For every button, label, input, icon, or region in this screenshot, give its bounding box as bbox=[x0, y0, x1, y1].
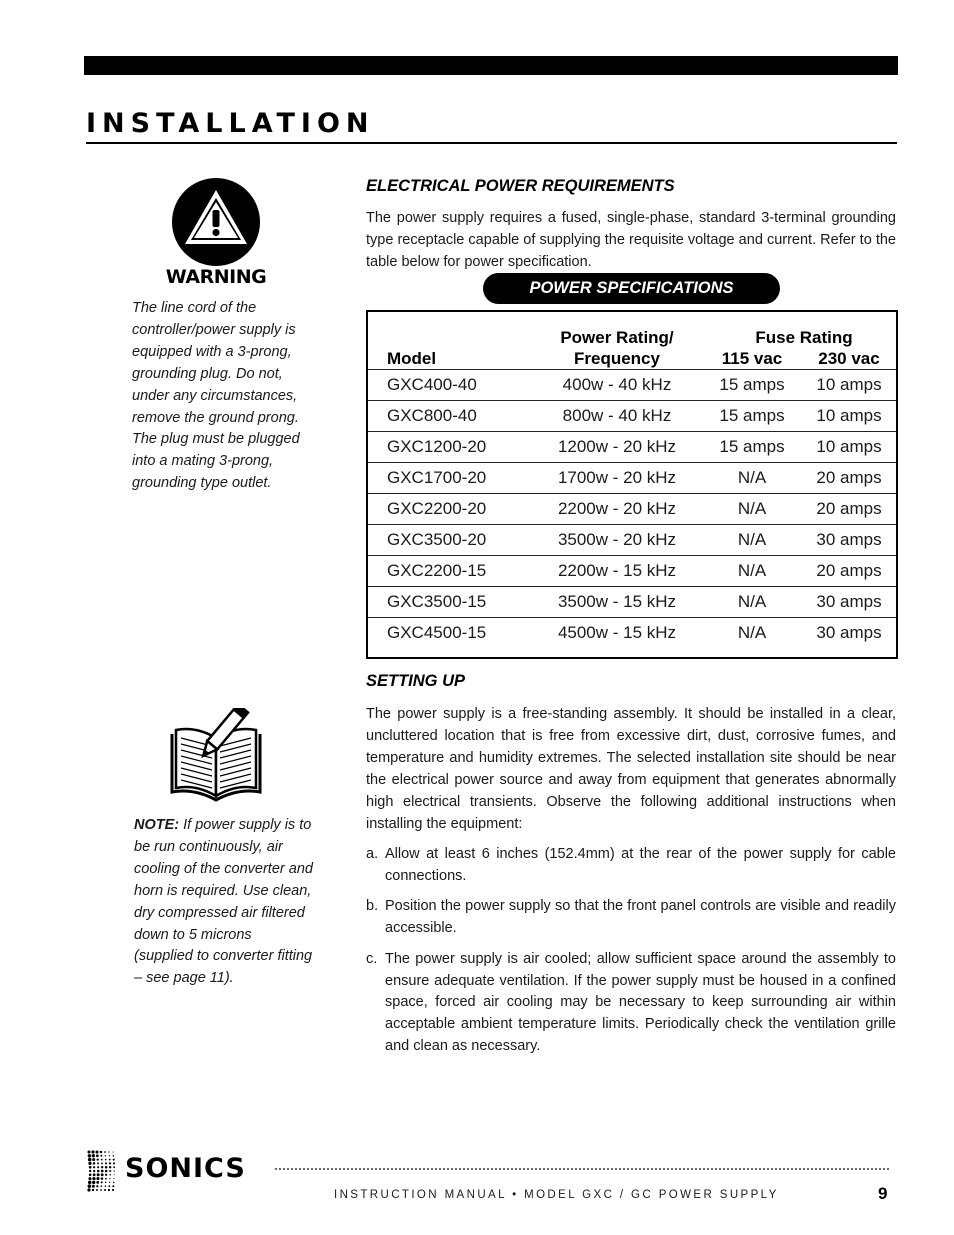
setup-step-label: a. bbox=[366, 846, 379, 862]
table-end-spacer bbox=[368, 648, 896, 652]
electrical-paragraph: The power supply requires a fused, single-phase, standard 3-terminal grounding type receptacle capable of supplying the requisite voltage and current. Refer to the table below for power specification. bbox=[366, 210, 896, 270]
cell-fuse-230: 20 amps bbox=[802, 556, 896, 587]
cell-fuse-115: N/A bbox=[702, 525, 802, 556]
setup-steps bbox=[366, 844, 896, 1066]
note-text: If power supply is to be run continuously, air cooling of the converter and horn is required. Use clean, dry compressed air filtered down to 5 microns (supplied to converter fitting – see page 11). bbox=[134, 817, 313, 987]
setup-heading: SETTING UP bbox=[366, 672, 466, 690]
sonics-logo-text: SONICS bbox=[125, 1153, 246, 1184]
cell-model: GXC1700-20 bbox=[368, 463, 532, 494]
page-title: INSTALLATION bbox=[86, 108, 375, 139]
spec-table bbox=[368, 312, 896, 652]
cell-model: GXC4500-15 bbox=[368, 618, 532, 649]
page-number: 9 bbox=[878, 1184, 888, 1203]
cell-fuse-230: 10 amps bbox=[802, 370, 896, 401]
cell-fuse-230: 30 amps bbox=[802, 587, 896, 618]
cell-power-rating: 800w - 40 kHz bbox=[532, 401, 702, 432]
warning-note: The line cord of the controller/power supply is equipped with a 3-prong, grounding plug. Do not, under any circumstances, remove the ground prong. The plug must be plugged into a mating 3-prong, grounding type outlet. bbox=[132, 300, 300, 492]
title-rule bbox=[86, 142, 897, 144]
setup-step-text: Position the power supply so that the front panel controls are visible and readily accessible. bbox=[385, 898, 896, 937]
power-spec-table bbox=[366, 310, 898, 659]
table-row bbox=[368, 401, 896, 432]
table-row bbox=[368, 587, 896, 618]
cell-fuse-115: N/A bbox=[702, 463, 802, 494]
cell-fuse-115: N/A bbox=[702, 587, 802, 618]
header-230: 230 vac bbox=[818, 349, 880, 368]
cell-fuse-230: 10 amps bbox=[802, 401, 896, 432]
header-fuse-rating bbox=[702, 312, 896, 370]
table-row bbox=[368, 618, 896, 649]
header-power-rating bbox=[532, 312, 702, 370]
cell-fuse-115: N/A bbox=[702, 556, 802, 587]
cell-fuse-115: 15 amps bbox=[702, 401, 802, 432]
cell-model: GXC2200-20 bbox=[368, 494, 532, 525]
cell-fuse-230: 10 amps bbox=[802, 432, 896, 463]
cell-fuse-230: 30 amps bbox=[802, 525, 896, 556]
setup-step bbox=[366, 896, 896, 939]
cell-fuse-115: 15 amps bbox=[702, 432, 802, 463]
cell-power-rating: 400w - 40 kHz bbox=[532, 370, 702, 401]
book-pencil-icon bbox=[168, 708, 264, 804]
setup-step-label: b. bbox=[366, 898, 379, 915]
footer-dotted-rule bbox=[275, 1168, 889, 1170]
cell-model: GXC2200-15 bbox=[368, 556, 532, 587]
cell-model: GXC3500-20 bbox=[368, 525, 532, 556]
cooling-note bbox=[134, 815, 314, 990]
cell-power-rating: 2200w - 15 kHz bbox=[532, 556, 702, 587]
cell-fuse-115: N/A bbox=[702, 494, 802, 525]
spec-table-body bbox=[368, 370, 896, 653]
header-voltages bbox=[702, 348, 896, 369]
top-bar bbox=[84, 56, 898, 75]
cell-model: GXC3500-15 bbox=[368, 587, 532, 618]
cell-fuse-230: 20 amps bbox=[802, 463, 896, 494]
setup-step bbox=[366, 844, 896, 887]
cell-fuse-115: N/A bbox=[702, 618, 802, 649]
setup-step-text: Allow at least 6 inches (152.4mm) at the rear of the power supply for cable connections. bbox=[385, 846, 896, 884]
cell-power-rating: 4500w - 15 kHz bbox=[532, 618, 702, 649]
cell-fuse-230: 30 amps bbox=[802, 618, 896, 649]
table-row bbox=[368, 494, 896, 525]
table-row bbox=[368, 463, 896, 494]
cell-power-rating: 1700w - 20 kHz bbox=[532, 463, 702, 494]
header-model: Model bbox=[387, 349, 437, 368]
cell-power-rating: 1200w - 20 kHz bbox=[532, 432, 702, 463]
table-row bbox=[368, 556, 896, 587]
cell-fuse-115: 15 amps bbox=[702, 370, 802, 401]
note-label: NOTE: bbox=[134, 817, 180, 833]
power-spec-title: POWER SPECIFICATIONS bbox=[483, 273, 780, 304]
setup-step bbox=[366, 949, 896, 1058]
header-115: 115 vac bbox=[721, 349, 783, 368]
table-row bbox=[368, 432, 896, 463]
warning-icon bbox=[172, 178, 260, 266]
setup-step-label: c. bbox=[366, 950, 378, 967]
cell-model: GXC1200-20 bbox=[368, 432, 532, 463]
header-power-rating-line1: Power Rating/ bbox=[560, 328, 674, 347]
setup-step-text: The power supply is air cooled; allow sufficient space around the assembly to ensure adequate ventilation. If the power supply must be housed in a confined space, forced air cooling may be necessary to keep surrounding air within acceptable ambient temperature limits. Periodically check the ventilation grille and clean as necessary. bbox=[385, 950, 896, 1054]
sonics-logo-dots bbox=[86, 1150, 116, 1192]
cell-fuse-230: 20 amps bbox=[802, 494, 896, 525]
cell-model: GXC800-40 bbox=[368, 401, 532, 432]
cell-power-rating: 3500w - 20 kHz bbox=[532, 525, 702, 556]
header-power-rating-line2: Frequency bbox=[574, 349, 660, 368]
cell-model: GXC400-40 bbox=[368, 370, 532, 401]
table-end-cell bbox=[368, 648, 896, 652]
header-fuse-title: Fuse Rating bbox=[755, 328, 853, 347]
footer-manual-title: INSTRUCTION MANUAL • MODEL GXC / GC POWER SUPPLY bbox=[334, 1189, 779, 1201]
table-row bbox=[368, 525, 896, 556]
setup-paragraph: The power supply is a free-standing assembly. It should be installed in a clear, uncluttered location that is free from excessive dirt, dust, corrosive fumes, and temperature and humidity extremes. The selected installation site should be near the electrical power source and away from equipment that generates abnormally high electrical transients. Observe the following additional instructions when installing the equipment: bbox=[366, 706, 896, 832]
cell-power-rating: 2200w - 20 kHz bbox=[532, 494, 702, 525]
table-row bbox=[368, 370, 896, 401]
cell-power-rating: 3500w - 15 kHz bbox=[532, 587, 702, 618]
warning-label: WARNING bbox=[165, 266, 267, 288]
electrical-heading: ELECTRICAL POWER REQUIREMENTS bbox=[366, 177, 675, 195]
